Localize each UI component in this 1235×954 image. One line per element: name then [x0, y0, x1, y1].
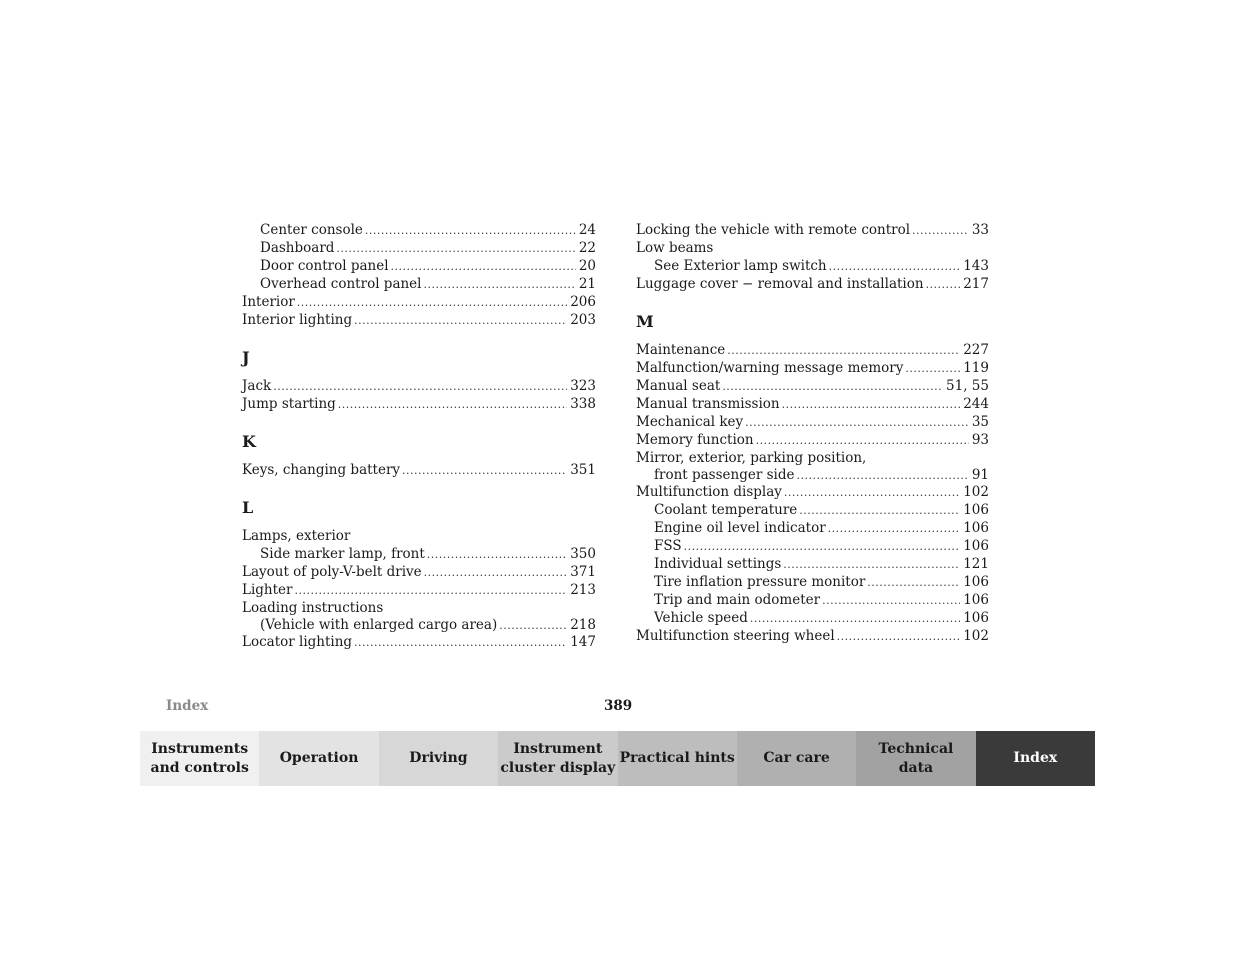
index-entry[interactable]: Keys, changing battery ..... 351 [242, 461, 596, 479]
index-entry[interactable]: See Exterior lamp switch ..... 143 [636, 257, 989, 275]
index-entry[interactable]: Manual transmission ..... 244 [636, 395, 989, 413]
index-entry[interactable]: Dashboard ..... 22 [242, 239, 596, 257]
index-column-left [242, 221, 596, 651]
index-heading-entry: Low beams [636, 240, 714, 256]
tab-driving[interactable]: Driving [379, 731, 498, 786]
page-number: 389 [604, 698, 633, 714]
index-entry[interactable]: Coolant temperature ..... 106 [636, 501, 989, 519]
index-entry[interactable]: FSS ..... 106 [636, 537, 989, 555]
section-letter-m: M [636, 312, 654, 331]
tab-operation[interactable]: Operation [259, 731, 378, 786]
section-letter-j: J [242, 348, 250, 367]
index-heading-entry: Lamps, exterior [242, 528, 351, 544]
index-entry[interactable]: Tire inflation pressure monitor ..... 106 [636, 573, 989, 591]
index-entry[interactable]: Jump starting ..... 338 [242, 395, 596, 413]
index-entry[interactable]: Trip and main odometer ..... 106 [636, 591, 989, 609]
index-entry[interactable]: Luggage cover − removal and installation ..... 217 [636, 275, 989, 293]
tab-car-care[interactable]: Car care [737, 731, 856, 786]
index-entry[interactable]: Individual settings ..... 121 [636, 555, 989, 573]
index-entry[interactable]: front passenger side ..... 91 [636, 467, 989, 483]
tab-technical-data[interactable]: Technical data [856, 731, 975, 786]
tab-instrument-cluster-display[interactable]: Instrument cluster display [498, 731, 617, 786]
index-heading-entry: Loading instructions [242, 600, 384, 616]
index-entry[interactable]: Jack ..... 323 [242, 377, 596, 395]
index-entry[interactable]: Mechanical key ..... 35 [636, 413, 989, 431]
index-heading-entry: Mirror, exterior, parking position, [636, 450, 867, 466]
index-entry[interactable]: Side marker lamp, front ..... 350 [242, 545, 596, 563]
index-entry[interactable]: Lighter ..... 213 [242, 581, 596, 599]
index-entry[interactable]: Center console ..... 24 [242, 221, 596, 239]
index-entry[interactable]: Maintenance ..... 227 [636, 341, 989, 359]
index-entry[interactable]: Door control panel ..... 20 [242, 257, 596, 275]
index-entry[interactable]: Interior ..... 206 [242, 293, 596, 311]
index-entry[interactable]: Layout of poly-V-belt drive ..... 371 [242, 563, 596, 581]
index-entry[interactable]: Vehicle speed ..... 106 [636, 609, 989, 627]
index-entry[interactable]: Locator lighting ..... 147 [242, 633, 596, 651]
index-entry[interactable]: Manual seat ..... 51, 55 [636, 377, 989, 395]
index-entry[interactable]: Interior lighting ..... 203 [242, 311, 596, 329]
footer-section-label: Index [166, 698, 209, 714]
index-entry[interactable]: Overhead control panel ..... 21 [242, 275, 596, 293]
index-entry[interactable]: Multifunction steering wheel ..... 102 [636, 627, 989, 645]
index-entry[interactable]: Memory function ..... 93 [636, 431, 989, 449]
index-column-right [636, 221, 989, 645]
index-entry[interactable]: Engine oil level indicator ..... 106 [636, 519, 989, 537]
index-entry[interactable]: Multifunction display ..... 102 [636, 483, 989, 501]
tab-practical-hints[interactable]: Practical hints [618, 731, 737, 786]
tab-index[interactable]: Index [976, 731, 1095, 786]
tab-instruments-and-controls[interactable]: Instruments and controls [140, 731, 259, 786]
section-letter-k: K [242, 432, 256, 451]
chapter-tab-bar [140, 731, 1095, 786]
section-letter-l: L [242, 498, 254, 517]
index-entry[interactable]: Malfunction/warning message memory ..... 119 [636, 359, 989, 377]
index-entry[interactable]: (Vehicle with enlarged cargo area) ..... 218 [242, 617, 596, 633]
index-entry[interactable]: Locking the vehicle with remote control ..... 33 [636, 221, 989, 239]
